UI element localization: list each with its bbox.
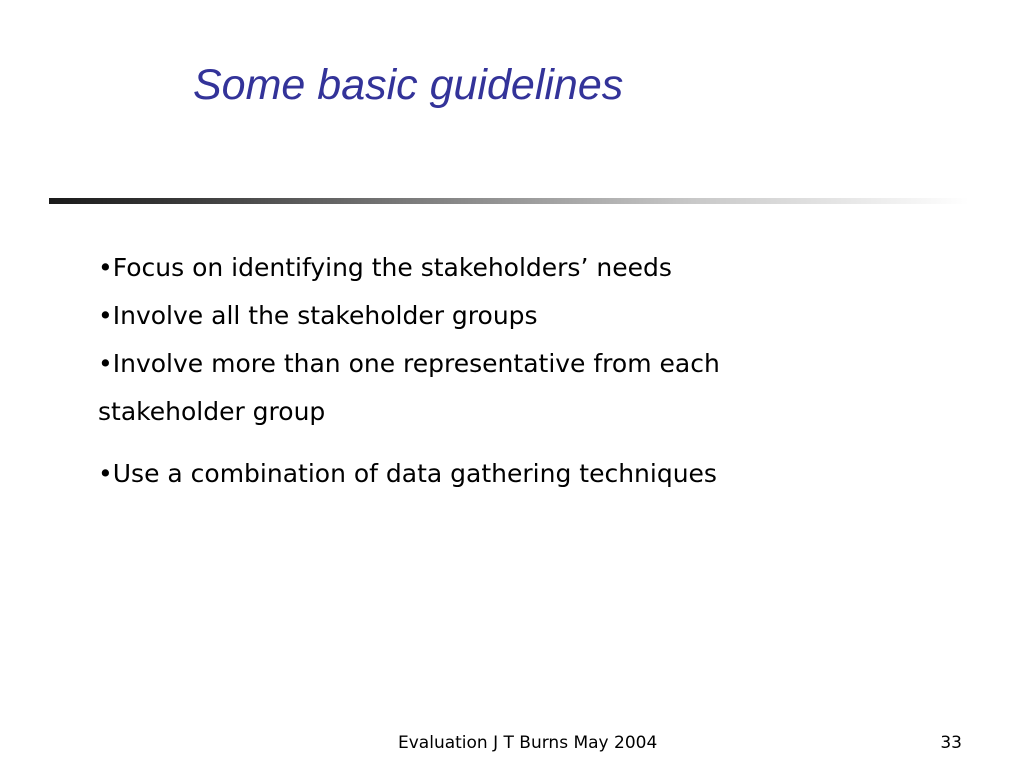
bullet-item: •Focus on identifying the stakeholders’ needs	[98, 253, 672, 282]
bullet-item: •Involve all the stakeholder groups	[98, 301, 538, 330]
slide-title: Some basic guidelines	[193, 61, 624, 109]
bullet-list	[98, 244, 858, 498]
bullet-item: •Use a combination of data gathering techniques	[98, 459, 717, 488]
bullet-item: •Involve more than one representative from each stakeholder group	[98, 349, 720, 426]
title-divider	[49, 198, 969, 204]
page-number: 33	[940, 733, 962, 753]
footer-text: Evaluation J T Burns May 2004	[398, 733, 658, 753]
